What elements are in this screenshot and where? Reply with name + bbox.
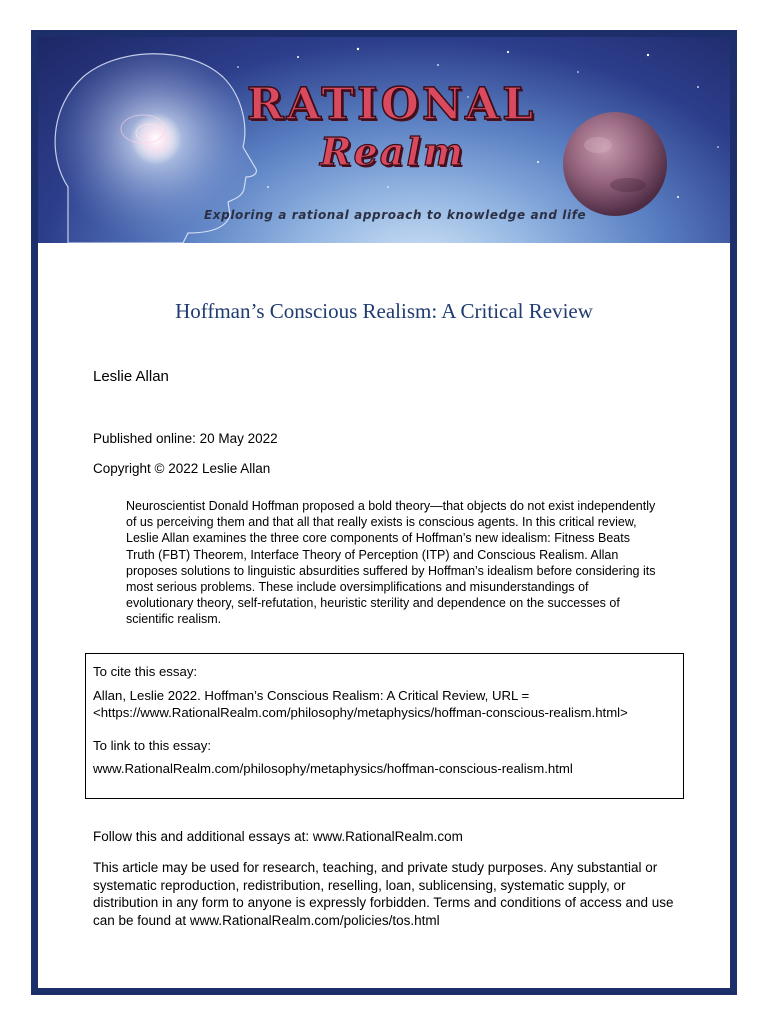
cite-heading: To cite this essay: xyxy=(93,664,198,679)
citation-box xyxy=(85,653,684,799)
citation-text xyxy=(93,687,676,721)
article-abstract: Neuroscientist Donald Hoffman proposed a bold theory—that objects do not exist independently of us perceiving them and that all that really exists is conscious agents. In this critical review, Leslie Allan examines the three core components of Hoffman’s new idealism: Fitness Beats Truth (FBT) Theorem, Interface Theory of Perception (ITP) and Conscious Realism. Allan proposes solutions to linguistic absurdities suffered by Hoffman’s idealism before considering its most serious problems. These include oversimplifications and misunderstandings of evolutionary theory, self-refutation, heuristic sterility and dependence on the successes of scientific realism. xyxy=(126,499,656,627)
usage-terms: This article may be used for research, teaching, and private study purposes. Any substantial or systematic reproduction, redistribution, reselling, loan, sublicensing, systematic supply, or distribution in any form to anyone is expressly forbidden. Terms and conditions of access and use can be found at www.RationalRealm.com/policies/tos.html xyxy=(93,860,674,928)
essay-link[interactable]: www.RationalRealm.com/philosophy/metaphysics/hoffman-conscious-realism.html xyxy=(93,761,573,776)
article-author: Leslie Allan xyxy=(93,368,169,385)
page-frame xyxy=(31,30,737,995)
header-banner xyxy=(38,37,730,243)
planet-icon xyxy=(563,112,667,216)
follow-notice: Follow this and additional essays at: www.RationalRealm.com xyxy=(93,829,463,844)
publication-date: Published online: 20 May 2022 xyxy=(93,431,278,446)
article-title: Hoffman’s Conscious Realism: A Critical Review xyxy=(175,299,593,323)
copyright-notice: Copyright © 2022 Leslie Allan xyxy=(93,461,271,476)
citation-line: Allan, Leslie 2022. Hoffman’s Conscious Realism: A Critical Review, URL = xyxy=(93,688,530,703)
logo-realm: Realm xyxy=(320,129,466,174)
brain-light-icon xyxy=(130,113,182,165)
citation-url[interactable]: <https://www.RationalRealm.com/philosophy/metaphysics/hoffman-conscious-realism.html> xyxy=(93,705,628,720)
link-heading: To link to this essay: xyxy=(93,738,212,753)
banner-tagline: Exploring a rational approach to knowledge and life xyxy=(204,208,587,222)
logo-rational: RATIONAL xyxy=(247,79,537,130)
